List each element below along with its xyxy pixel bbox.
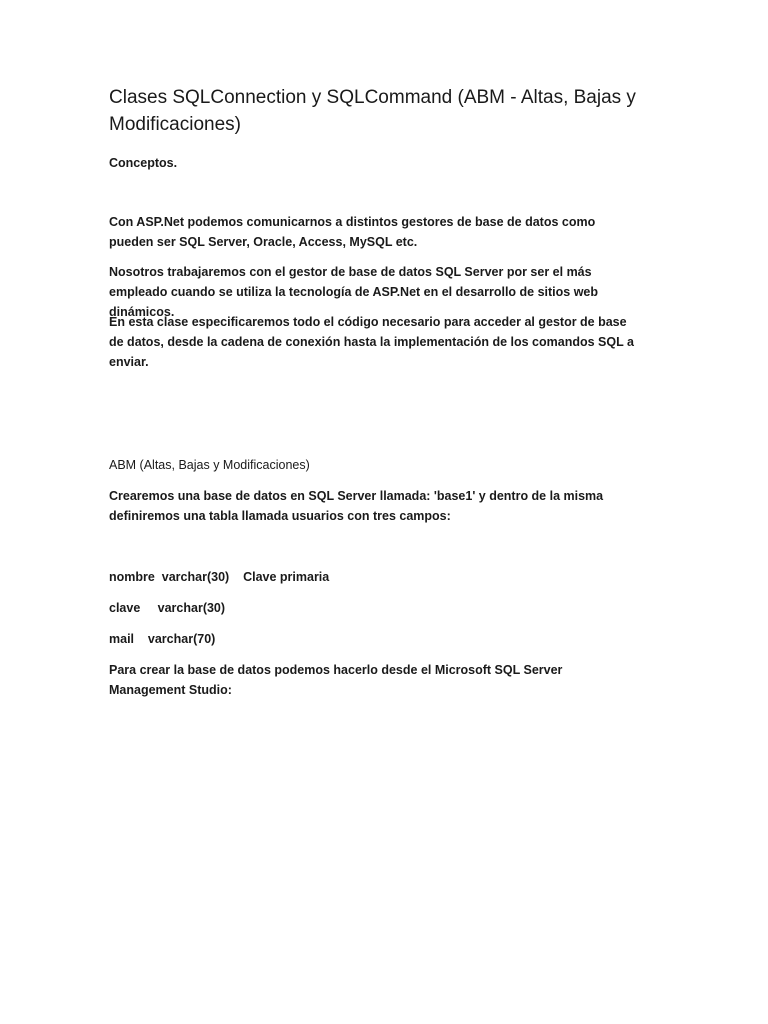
paragraph-intro: Con ASP.Net podemos comunicarnos a distintos gestores de base de datos como pueden ser SQL Server, Oracle, Access, MySQL etc. xyxy=(109,215,596,249)
field-mail: mail varchar(70) xyxy=(109,632,216,646)
section-heading-abm: ABM (Altas, Bajas y Modificaciones) xyxy=(109,458,310,472)
paragraph-class-scope: En esta clase especificaremos todo el código necesario para acceder al gestor de base de datos, desde la cadena de conexión hasta la implementación de los comandos SQL a enviar. xyxy=(109,315,634,369)
paragraph-create-db: Crearemos una base de datos en SQL Server llamada: 'base1' y dentro de la misma definiremos una tabla llamada usuarios con tres campos: xyxy=(109,489,604,523)
field-nombre: nombre varchar(30) Clave primaria xyxy=(109,570,330,584)
paragraph-sql-server: Nosotros trabajaremos con el gestor de base de datos SQL Server por ser el más empleado cuando se utiliza la tecnología de ASP.Net en el desarrollo de sitios web dinámicos. xyxy=(109,265,599,319)
paragraph-management-studio: Para crear la base de datos podemos hacerlo desde el Microsoft SQL Server Management Studio: xyxy=(109,663,563,697)
field-clave: clave varchar(30) xyxy=(109,601,226,615)
document-title: Clases SQLConnection y SQLCommand (ABM - Altas, Bajas y Modificaciones) xyxy=(109,87,636,135)
section-heading-conceptos: Conceptos. xyxy=(109,156,178,170)
